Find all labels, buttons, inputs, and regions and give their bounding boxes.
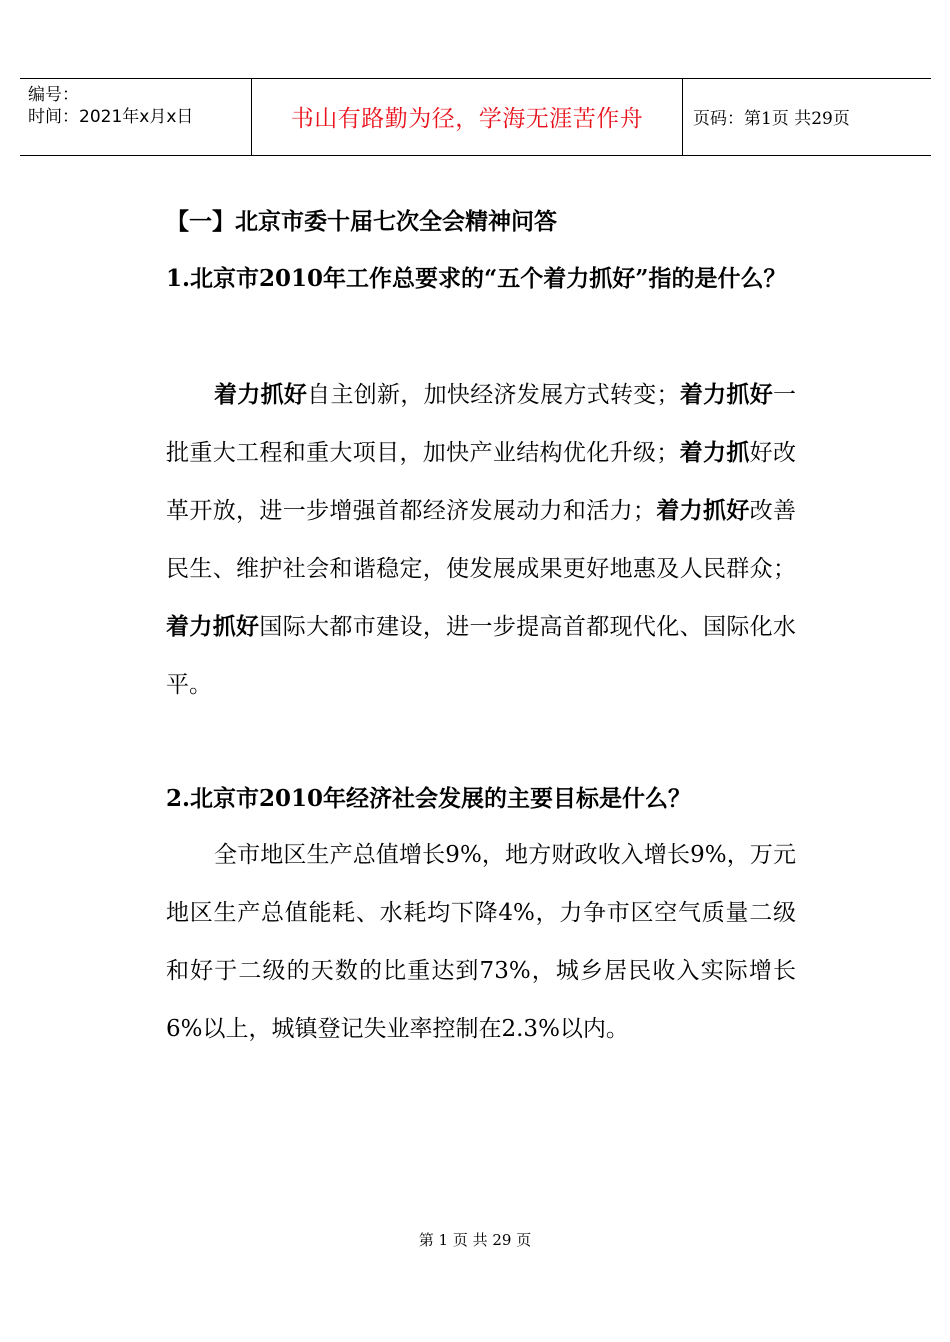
- answer-2: 全市地区生产总值增长9%，地方财政收入增长9%，万元地区生产总值能耗、水耗均下降4%，力争市区空气质量二级和好于二级的天数的比重达到73%，城乡居民收入实际增长6%以上，城镇登记失业率控制在2.3%以内。: [166, 842, 796, 1042]
- emphasis-text: 着力抓好: [166, 613, 260, 640]
- document-date: 时间：2021年x月x日: [28, 107, 194, 127]
- document-number-label: 编号：: [28, 85, 79, 105]
- section-title: 【一】北京市委十届七次全会精神问答: [166, 208, 557, 235]
- answer-1: [166, 366, 796, 714]
- question-1: 1.北京市2010年工作总要求的“五个着力抓好”指的是什么？: [166, 265, 787, 292]
- page-footer: 第 1 页 共 29 页: [418, 1231, 532, 1249]
- header-meta-cell: [20, 79, 252, 155]
- header-page-cell: [683, 79, 931, 155]
- emphasis-text: 着力抓: [679, 439, 750, 466]
- header-motto-cell: [252, 79, 683, 155]
- emphasis-text: 着力抓好: [679, 381, 774, 408]
- header-motto: 书山有路勤为径，学海无涯苦作舟: [290, 106, 644, 132]
- answer-text: 好改革开放，进一步增强首都经济发展动力和活力；: [166, 440, 797, 524]
- emphasis-text: 着力抓好: [655, 497, 750, 524]
- answer-text: 一批重大工程和重大项目，加快产业结构优化升级；: [166, 382, 797, 466]
- question-2: 2.北京市2010年经济社会发展的主要目标是什么？: [166, 785, 692, 812]
- emphasis-text: 着力抓好: [214, 381, 308, 408]
- answer-text: 改善民生、维护社会和谐稳定，使发展成果更好地惠及人民群众；: [166, 498, 797, 582]
- document-header: [20, 78, 931, 156]
- answer-text: 国际大都市建设，进一步提高首都现代化、国际化水平。: [166, 614, 797, 698]
- answer-text: 自主创新，加快经济发展方式转变；: [307, 382, 680, 408]
- header-page-info: 页码：第1页 共29页: [693, 109, 850, 129]
